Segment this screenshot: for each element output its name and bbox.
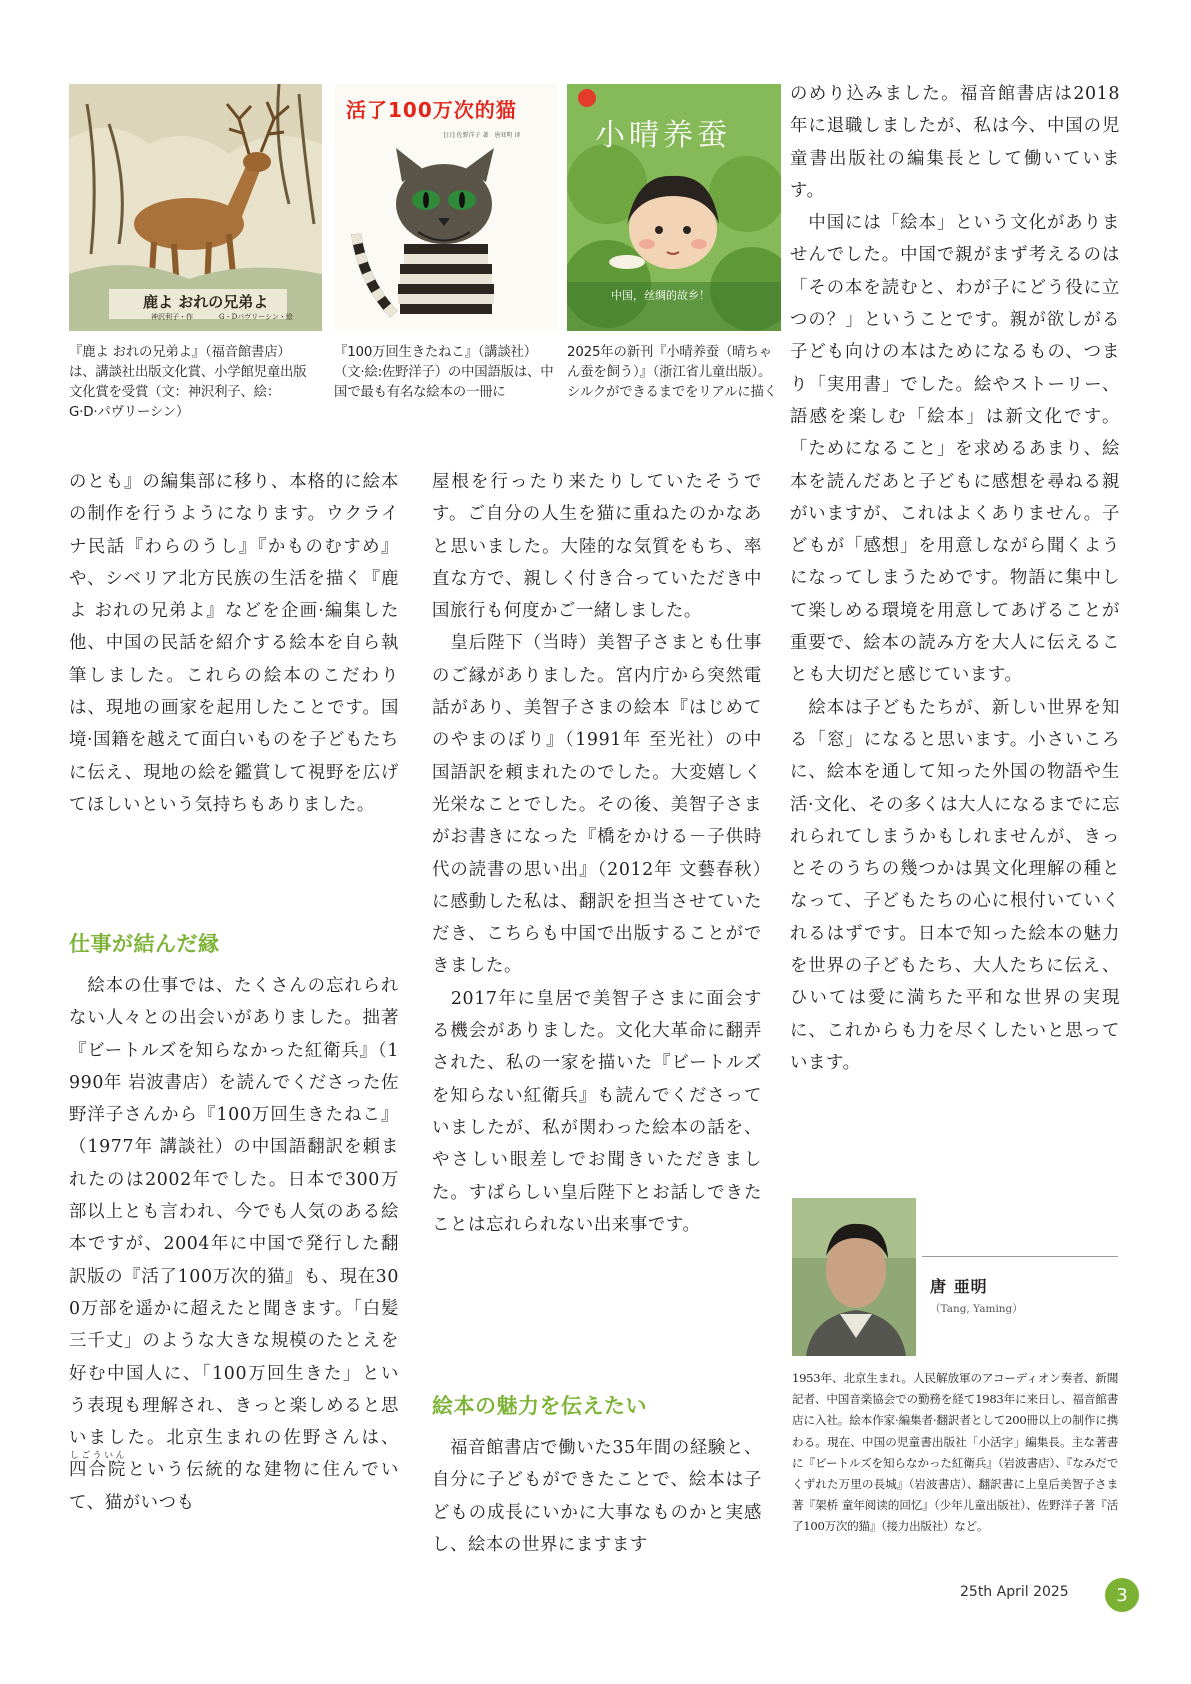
ruby-base: 四合院 bbox=[69, 1460, 128, 1481]
shigouin-ruby bbox=[69, 1451, 128, 1481]
section-heading-2: 絵本の魅力を伝えたい bbox=[432, 1394, 647, 1418]
col1-bottom-text bbox=[69, 970, 399, 1519]
cover-title: 活了100万次的猫 bbox=[346, 98, 517, 122]
book3-caption: 2025年の新刊『小晴养蚕（晴ちゃん蚕を飼う）』（浙江省儿童出版）。シルクができるまでをリアルに描く bbox=[567, 345, 777, 400]
author-bio: 1953年、北京生まれ。人民解放軍のアコーディオン奏者、新聞記者、中国音楽協会での勤務を経て1983年に来日し、福音館書店に入社。絵本作家·編集者·翻訳者として200冊以上の制作に携わる。現在、中国の児童書出版社「小活字」編集長。主な著書に『ビートルズを知らなかった紅衛兵』（岩波書店）、『なみだでくずれた万里の長城』（岩波書店）、翻訳書に上皇后美智子さま著『架桥 童年阅读的回忆』（少年儿童出版社）、佐野洋子著『活了100万次的猫』（接力出版社）など。 bbox=[792, 1371, 1118, 1534]
cover-credit-illustrator: G・Dパヴリーシン・絵 bbox=[219, 313, 293, 321]
col2-top-text: 屋根を行ったり来たりしていたそうです。ご自分の人生を猫に重ねたのかなあと思いました。大陸的な気質をもち、率直な方で、親しく付き合っていただき中国旅行も何度かご一緒しました。 皇后陛下（当時）美智子さまとも仕事のご縁がありました。宮内庁から突然電話があり、美智子さまの絵本『はじめてのやまのぼり』（1991年 至光社）の中国語訳を頼まれたのでした。大変嬉しく光栄なことでした。その後、美智子さまがお書きになった『橋をかける－子供時代の読書の思い出』（2012年 文藝春秋）に感動した私は、翻訳を担当させていただき、こちらも中国で出版することができました。 2017年に皇居で美智子さまに面会する機会がありました。文化大革命に翻弄された、私の一家を描いた『ビートルズを知らない紅衛兵』も読んでくださっていましたが、私が関わった絵本の話を、やさしい眼差しでお聞きいただきました。すばらしい皇后陛下とお話しできたことは忘れられない出来事です。 bbox=[432, 472, 762, 1235]
col1-bottom-tail: という伝統的な建物に住んでいて、猫がいつも bbox=[69, 1460, 399, 1513]
issue-date: 25th April 2025 bbox=[960, 1584, 1069, 1600]
col2-bottom-text: 福音館書店で働いた35年間の経験と、自分に子どもができたことで、絵本は子どもの成長にいかに大事なものかと実感し、絵本の世界にますます bbox=[432, 1438, 762, 1555]
book2-caption: 『100万回生きたねこ』（講談社）（文·絵:佐野洋子）の中国語版は、中国で最も有名な絵本の一冊に bbox=[334, 345, 554, 400]
book-cover-cat bbox=[334, 84, 557, 331]
cover-title: 小晴养蚕 bbox=[595, 118, 731, 153]
author-divider bbox=[922, 1256, 1118, 1257]
page-number: 3 bbox=[1105, 1578, 1139, 1612]
cover-title: 鹿よ おれの兄弟よ bbox=[143, 293, 269, 311]
cover-subtitle: 中国，丝绸的故乡！ bbox=[611, 289, 710, 302]
col1-top-text: のとも』の編集部に移り、本格的に絵本の制作を行うようになります。ウクライナ民話『わらのうし』『かものむすめ』や、シベリア北方民族の生活を描く『鹿よ おれの兄弟よ』などを企画·編集した他、中国の民話を紹介する絵本を自ら執筆しました。これらの絵本のこだわりは、現地の画家を起用したことです。国境·国籍を越えて面白いものを子どもたちに伝え、現地の絵を鑑賞して視野を広げてほしいという気持ちもありました。 bbox=[69, 472, 399, 815]
author-romaji: （Tang, Yaming） bbox=[930, 1303, 1023, 1315]
cover-credit-author: 神沢利子・作 bbox=[151, 313, 193, 321]
col1-bottom-body: 絵本の仕事では、たくさんの忘れられない人々との出会いがありました。拙著『ビートルズを知らなかった紅衛兵』（1990年 岩波書店）を読んでくださった佐野洋子さんから『100万回生きたねこ』（1977年 講談社）の中国語翻訳を頼まれたのは2002年でした。日本で300万部以上とも言われ、今でも人気のある絵本ですが、2004年に中国で発行した翻訳版の『活了100万次的猫』も、現在300万部を遥かに超えたと聞きます。「白髪三千丈」のような大きな規模のたとえを好む中国人に、「100万回生きた」という表現も理解され、きっと楽しめると思いました。北京生まれの佐野さんは、 bbox=[69, 976, 399, 1449]
section-heading-1: 仕事が結んだ縁 bbox=[69, 932, 220, 956]
ruby-reading: しごういん bbox=[69, 1451, 126, 1462]
cover-credit: [日] 佐野洋子 著 唐亚明 译 bbox=[444, 132, 521, 139]
col3-text: のめり込みました。福音館書店は2018年に退職しましたが、私は今、中国の児童書出版社の編集長として働いています。 中国には「絵本」という文化がありませんでした。中国で親がまず考えるのは「その本を読むと、わが子にどう役に立つの？」ということです。親が欲しがる子ども向けの本はためになるもの、つまり「実用書」でした。絵やストーリー、語感を楽しむ「絵本」は新文化です。「ためになること」を求めるあまり、絵本を読んだあと子どもに感想を尋ねる親がいますが、これはよくありません。子どもが「感想」を用意しながら聞くようになってしまうためです。物語に集中して楽しめる環境を用意してあげることが重要で、絵本の読み方を大人に伝えることも大切だと感じています。 絵本は子どもたちが、新しい世界を知る「窓」になると思います。小さいころに、絵本を通して知った外国の物語や生活·文化、その多くは大人になるまでに忘れられてしまうかもしれませんが、きっとそのうちの幾つかは異文化理解の種となって、子どもたちの心に根付いていくれるはずです。日本で知った絵本の魅力を世界の子どもたち、大人たちに伝え、ひいては愛に満ちた平和な世界の実現に、これからも力を尽くしたいと思っています。 bbox=[790, 84, 1120, 1073]
author-name: 唐 亜明 bbox=[930, 1277, 988, 1296]
author-photo bbox=[792, 1198, 916, 1356]
portrait-image bbox=[792, 1198, 916, 1356]
book-cover-silkworm bbox=[567, 84, 781, 331]
book1-caption: 『鹿よ おれの兄弟よ』（福音館書店）は、講談社出版文化賞、小学館児童出版文化賞を受賞（文：神沢利子、絵：G·D·パヴリーシン） bbox=[69, 345, 307, 420]
book-cover-deer bbox=[69, 84, 322, 331]
